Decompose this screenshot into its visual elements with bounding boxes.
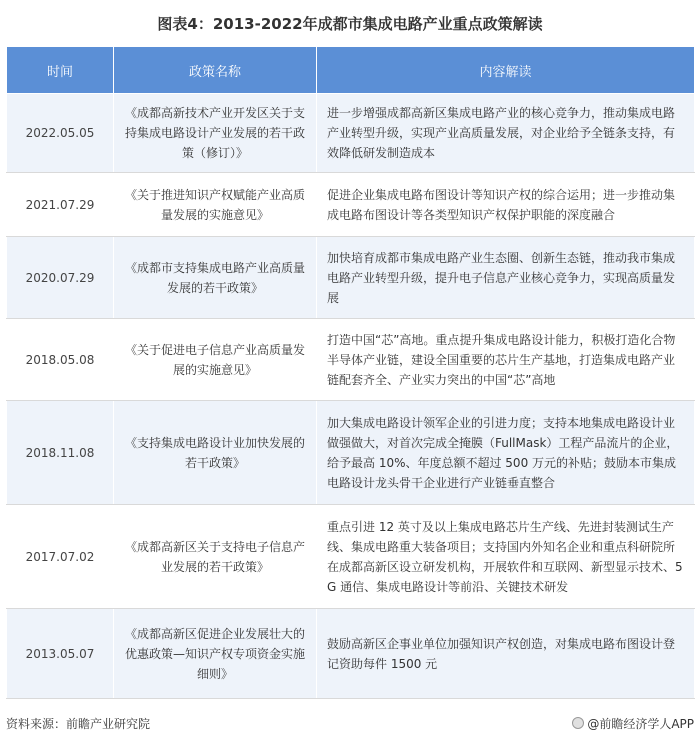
table-row (7, 173, 695, 237)
row-policy-name: 《成都高新区关于支持电子信息产业发展的若干政策》 (114, 505, 317, 609)
table-row (7, 237, 695, 319)
source-note: 资料来源：前瞻产业研究院 (6, 716, 151, 731)
brand-credit (572, 715, 694, 732)
row-content: 重点引进 12 英寸及以上集成电路芯片生产线、先进封装测试生产线、集成电路重大装备项目；支持国内外知名企业和重点科研院所在成都高新区设立研发机构，开展软件和互联网、新型显示技术、5G 通信、集成电路设计等前沿、关键技术研发 (317, 505, 695, 609)
row-date: 2018.11.08 (7, 401, 114, 505)
brand-text: @前瞻经济学人APP (587, 716, 694, 731)
row-policy-name: 《成都高新区促进企业发展壮大的优惠政策—知识产权专项资金实施细则》 (114, 609, 317, 699)
policy-table (6, 46, 695, 699)
footer (6, 712, 694, 734)
row-content: 促进企业集成电路布图设计等知识产权的综合运用；进一步推动集成电路布图设计等各类型知识产权保护职能的深度融合 (317, 173, 695, 237)
row-content: 进一步增强成都高新区集成电路产业的核心竞争力，推动集成电路产业转型升级，实现产业高质量发展，对企业给予全链条支持，有效降低研发制造成本 (317, 94, 695, 173)
table-row (7, 401, 695, 505)
row-date: 2020.07.29 (7, 237, 114, 319)
row-content: 加快培育成都市集成电路产业生态圈、创新生态链，推动我市集成电路产业转型升级，提升电子信息产业核心竞争力，实现高质量发展 (317, 237, 695, 319)
header-policy-name: 政策名称 (114, 47, 317, 94)
chart-title: 图表4：2013-2022年成都市集成电路产业重点政策解读 (157, 14, 543, 33)
row-content: 打造中国“芯”高地。重点提升集成电路设计能力，积极打造化合物半导体产业链，建设全国重要的芯片生产基地，打造集成电路产业链配套齐全、产业实力突出的中国“芯”高地 (317, 319, 695, 401)
row-policy-name: 《关于促进电子信息产业高质量发展的实施意见》 (114, 319, 317, 401)
row-policy-name: 《关于推进知识产权赋能产业高质量发展的实施意见》 (114, 173, 317, 237)
header-date: 时间 (7, 47, 114, 94)
qianzhan-logo-icon (572, 717, 584, 729)
table-row (7, 609, 695, 699)
row-date: 2013.05.07 (7, 609, 114, 699)
row-policy-name: 《成都高新技术产业开发区关于支持集成电路设计产业发展的若干政策（修订）》 (114, 94, 317, 173)
table-row (7, 319, 695, 401)
header-content: 内容解读 (317, 47, 695, 94)
row-policy-name: 《支持集成电路设计业加快发展的若干政策》 (114, 401, 317, 505)
table-header-row (7, 47, 695, 94)
row-date: 2021.07.29 (7, 173, 114, 237)
row-policy-name: 《成都市支持集成电路产业高质量发展的若干政策》 (114, 237, 317, 319)
row-date: 2017.07.02 (7, 505, 114, 609)
row-content: 鼓励高新区企事业单位加强知识产权创造，对集成电路布图设计登记资助每件 1500 元 (317, 609, 695, 699)
row-date: 2018.05.08 (7, 319, 114, 401)
row-content: 加大集成电路设计领军企业的引进力度；支持本地集成电路设计业做强做大，对首次完成全掩膜（FullMask）工程产品流片的企业，给予最高 10%、年度总额不超过 500 万元的补贴；鼓励本市集成电路设计龙头骨干企业进行产业链垂直整合 (317, 401, 695, 505)
table-row (7, 505, 695, 609)
row-date: 2022.05.05 (7, 94, 114, 173)
table-row (7, 94, 695, 173)
